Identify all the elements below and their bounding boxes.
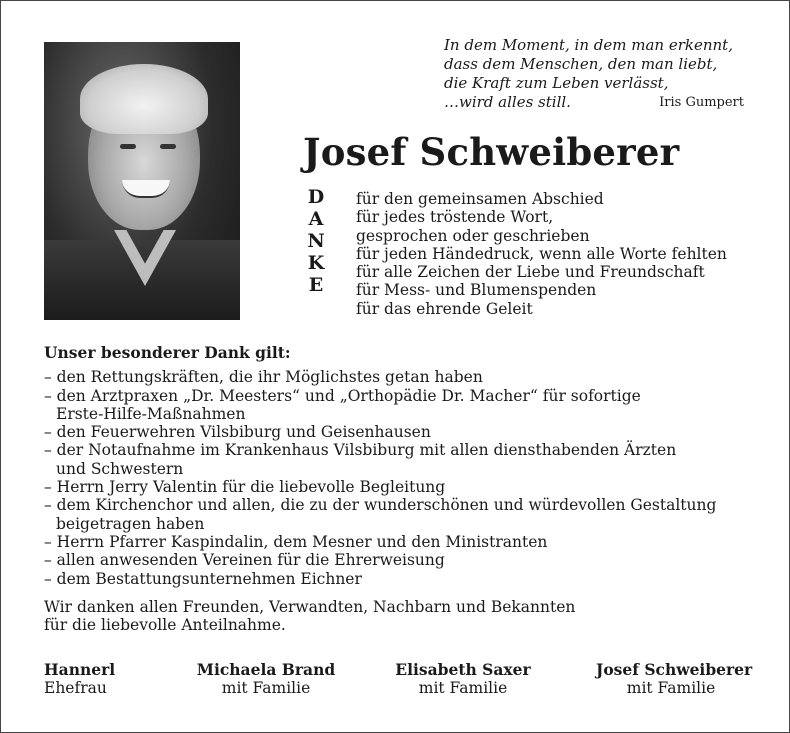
quote-line: In dem Moment, in dem man erkennt,	[444, 36, 733, 54]
danke-line: für das ehrende Geleit	[356, 299, 533, 318]
thanks-item: – Herrn Jerry Valentin für die liebevolle Begleitung	[44, 478, 446, 497]
deceased-name: Josef Schweiberer	[303, 130, 680, 174]
signature-role: mit Familie	[626, 679, 716, 697]
quote-line: dass dem Menschen, den man liebt,	[444, 55, 718, 73]
thanks-item: – dem Kirchenchor und allen, die zu der wunderschönen und würdevollen Gestaltung	[44, 496, 717, 515]
quote-author: Iris Gumpert	[659, 95, 744, 110]
signature-role: Ehefrau	[44, 679, 107, 697]
portrait-photo	[44, 42, 240, 320]
thanks-item-continuation: Erste-Hilfe-Maßnahmen	[56, 404, 246, 423]
danke-line: gesprochen oder geschrieben	[356, 226, 590, 245]
danke-letter: A	[308, 208, 324, 230]
danke-line: für jedes tröstende Wort,	[356, 208, 554, 227]
danke-lines	[356, 190, 727, 318]
danke-letter: D	[307, 186, 325, 208]
thanks-heading: Unser besonderer Dank gilt:	[44, 343, 291, 362]
thanks-section	[44, 344, 754, 634]
danke-line: für Mess- und Blumenspenden	[356, 281, 597, 300]
quote-block	[444, 36, 744, 112]
thanks-item: – den Feuerwehren Vilsbiburg und Geisenhausen	[44, 423, 431, 442]
signature-name: Hannerl	[44, 660, 116, 679]
danke-letter: K	[307, 252, 325, 274]
signature-michaela-brand	[196, 660, 336, 698]
danke-acrostic	[305, 186, 327, 296]
quote-line: die Kraft zum Leben verlässt,	[444, 74, 669, 92]
thanks-item: – dem Bestattungsunternehmen Eichner	[44, 569, 362, 588]
signature-name: Josef Schweiberer	[596, 660, 753, 679]
closing-text	[44, 598, 754, 635]
danke-letter: E	[308, 274, 324, 296]
quote-line: …wird alles still.	[444, 93, 571, 111]
signature-name: Elisabeth Saxer	[395, 660, 531, 679]
signature-name: Michaela Brand	[196, 660, 336, 679]
danke-line: für den gemeinsamen Abschied	[356, 190, 604, 208]
danke-letter: N	[307, 230, 325, 252]
signature-hannerl	[44, 660, 115, 698]
thanks-item-continuation: beigetragen haben	[56, 514, 205, 533]
closing-line: Wir danken allen Freunden, Verwandten, Nachbarn und Bekannten	[44, 597, 576, 616]
signature-josef-schweiberer	[596, 660, 753, 698]
signature-role: mit Familie	[418, 679, 508, 697]
danke-line: für jeden Händedruck, wenn alle Worte fehlten	[356, 244, 727, 263]
closing-line: für die liebevolle Anteilnahme.	[44, 616, 286, 635]
signature-role: mit Familie	[221, 679, 311, 697]
thanks-item: – Herrn Pfarrer Kaspindalin, dem Mesner und den Ministranten	[44, 532, 548, 551]
thanks-item: – den Arztpraxen „Dr. Meesters“ und „Orthopädie Dr. Macher“ für sofortige	[44, 386, 641, 405]
thanks-item: – allen anwesenden Vereinen für die Ehrerweisung	[44, 551, 445, 570]
danke-line: für alle Zeichen der Liebe und Freundschaft	[356, 263, 705, 282]
thanks-item: – den Rettungskräften, die ihr Möglichstes getan haben	[44, 368, 483, 387]
thanks-item-continuation: und Schwestern	[56, 459, 184, 478]
signature-elisabeth-saxer	[394, 660, 532, 698]
thanks-item: – der Notaufnahme im Krankenhaus Vilsbiburg mit allen diensthabenden Ärzten	[44, 441, 677, 460]
